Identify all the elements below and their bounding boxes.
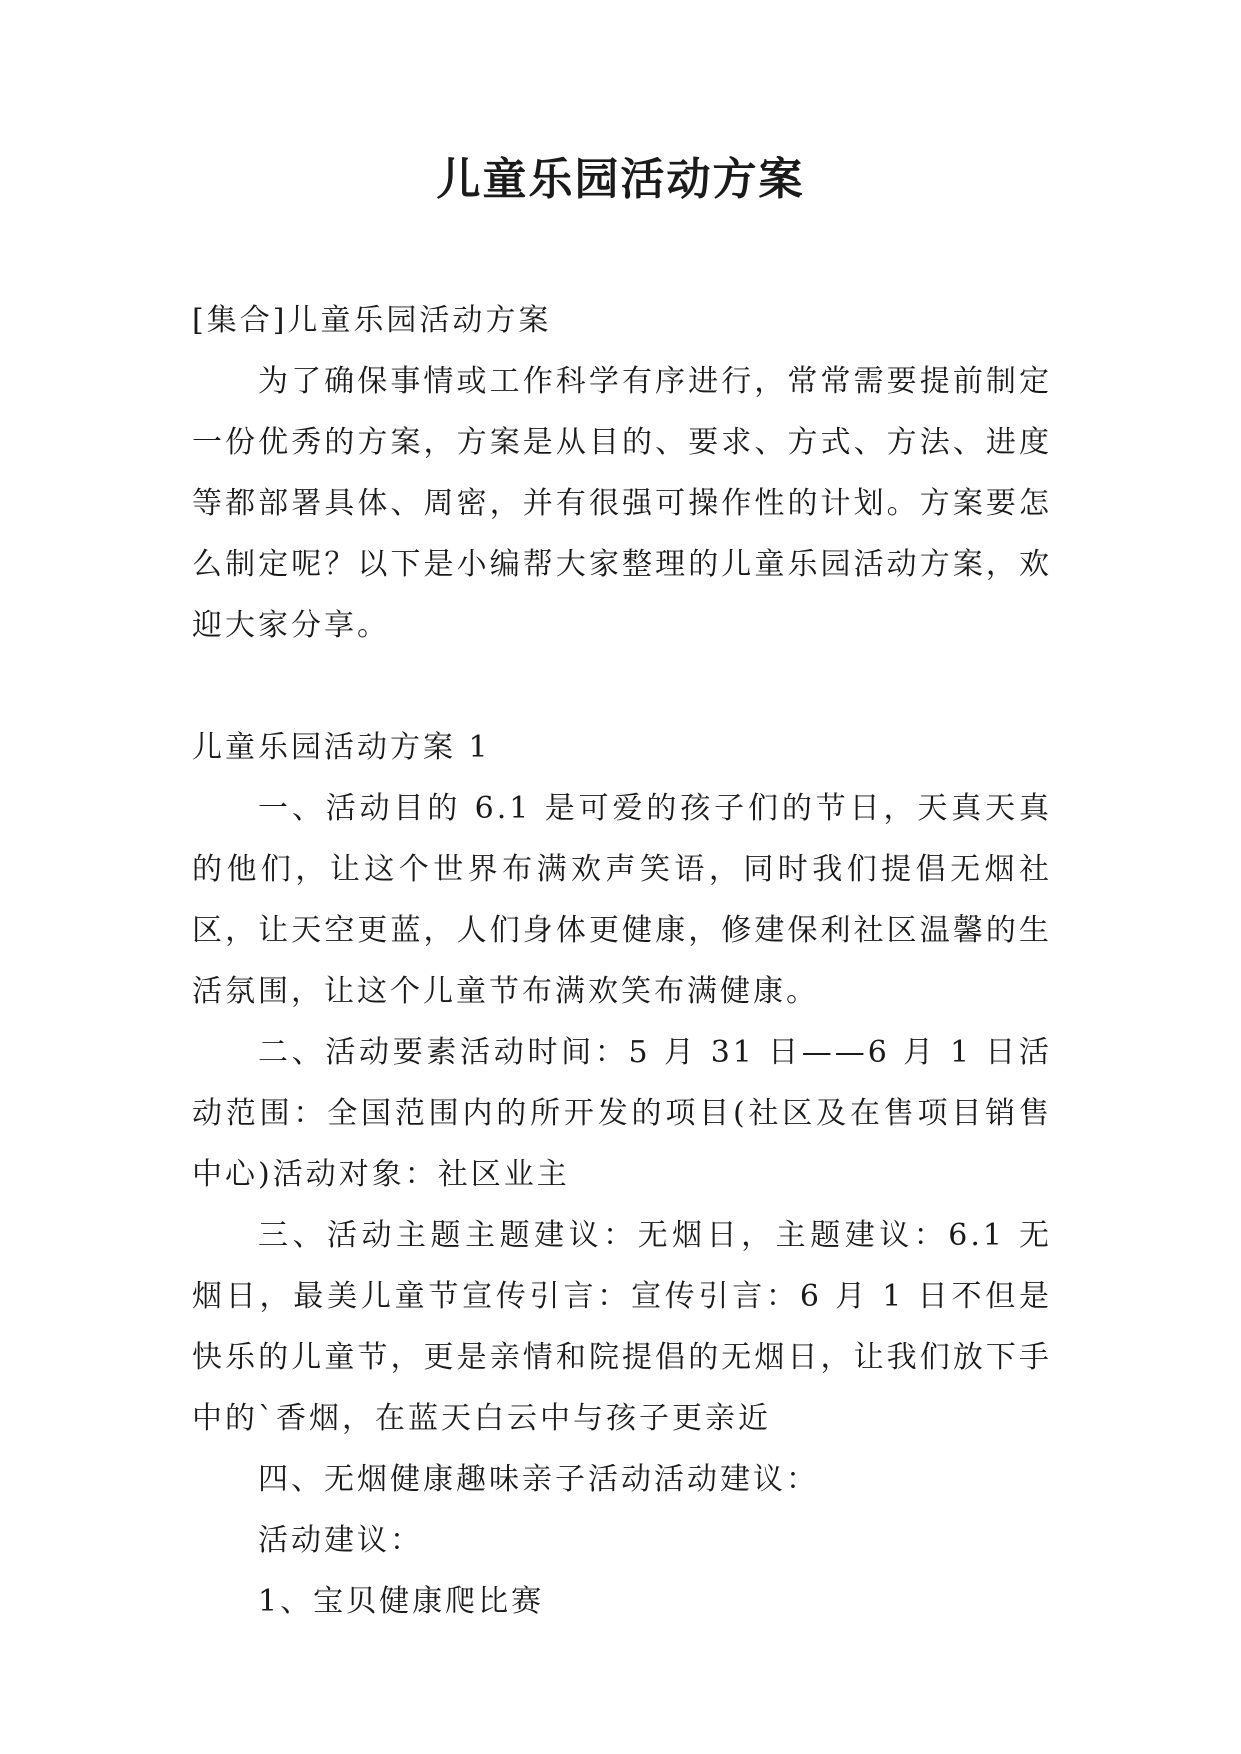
paragraph-activities: 四、无烟健康趣味亲子活动活动建议： [258, 1462, 819, 1497]
list-item: 1、宝贝健康爬比赛 [258, 1584, 545, 1619]
paragraph-gap [192, 656, 1052, 717]
paragraph-suggestions: 活动建议： [258, 1523, 423, 1558]
document-subtitle: [集合]儿童乐园活动方案 [192, 303, 552, 338]
intro-paragraph: 为了确保事情或工作科学有序进行，常常需要提前制定一份优秀的方案，方案是从目的、要求、方式、方法、进度等都部署具体、周密，并有很强可操作性的计划。方案要怎么制定呢？以下是小编帮大家整理的儿童乐园活动方案，欢迎大家分享。 [192, 364, 1052, 643]
paragraph-elements: 二、活动要素活动时间：5 月 31 日——6 月 1 日活动范围：全国范围内的所开发的项目(社区及在售项目销售中心)活动对象：社区业主 [192, 1035, 1052, 1192]
section-heading: 儿童乐园活动方案 1 [192, 730, 491, 765]
paragraph-theme: 三、活动主题主题建议：无烟日，主题建议：6.1 无烟日，最美儿童节宣传引言：宣传引言：6 月 1 日不但是快乐的儿童节，更是亲情和院提倡的无烟日，让我们放下手中的`香烟，在蓝天白云中与孩子更亲近 [192, 1218, 1052, 1436]
document-title: 儿童乐园活动方案 [436, 154, 805, 205]
paragraph-purpose: 一、活动目的 6.1 是可爱的孩子们的节日，天真天真的他们，让这个世界布满欢声笑语，同时我们提倡无烟社区，让天空更蓝，人们身体更健康，修建保利社区温馨的生活氛围，让这个儿童节布满欢笑布满健康。 [192, 791, 1052, 1009]
document-body [192, 290, 1052, 1632]
